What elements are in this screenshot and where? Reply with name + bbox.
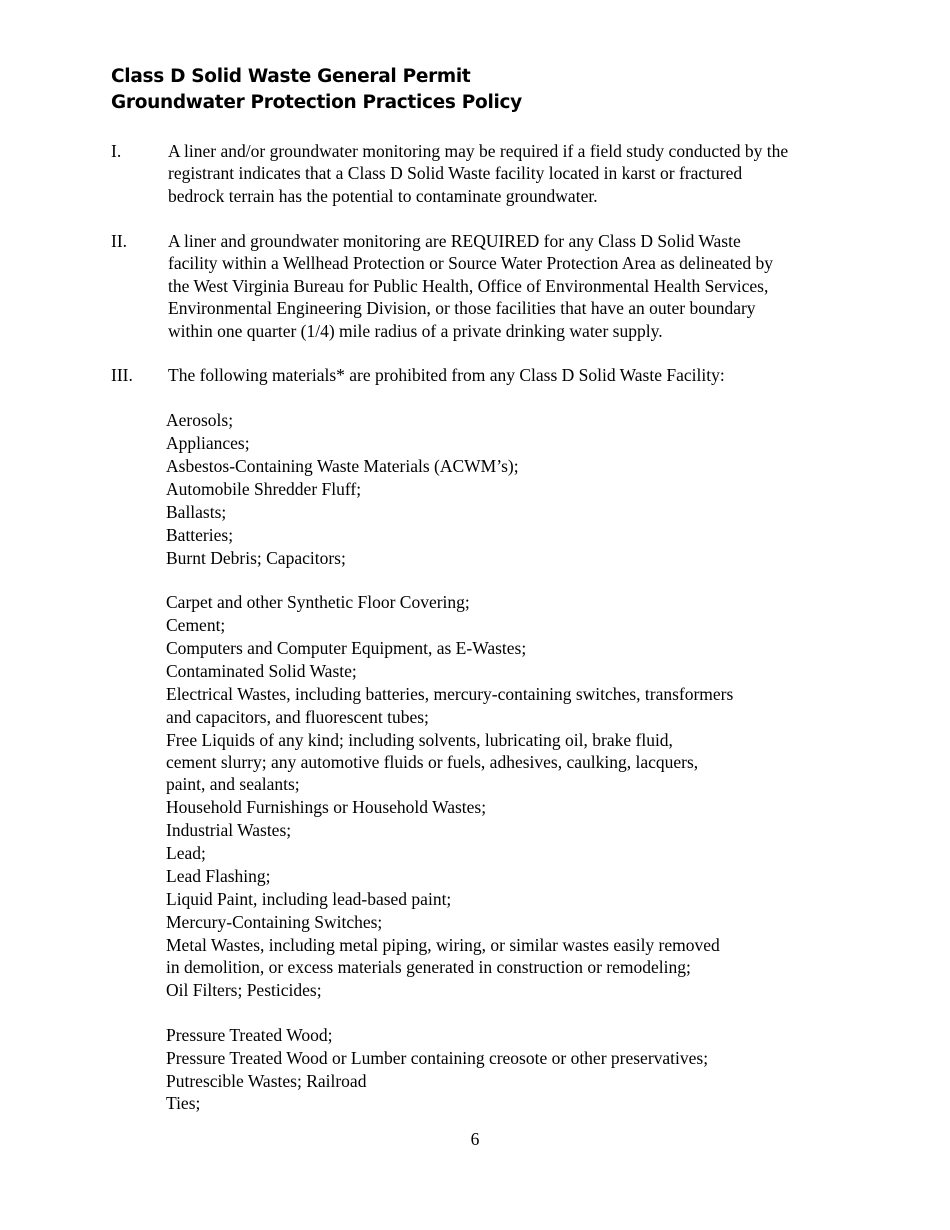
material-list-item: paint, and sealants;: [166, 774, 300, 794]
section-1-line: registrant indicates that a Class D Solid Waste facility located in karst or fractured: [168, 163, 743, 184]
material-list-item: cement slurry; any automotive fluids or fuels, adhesives, caulking, lacquers,: [166, 752, 699, 772]
material-list-item: Lead;: [166, 843, 206, 863]
document-title-line-2: Groundwater Protection Practices Policy: [111, 92, 522, 113]
material-list-item: Carpet and other Synthetic Floor Covering;: [166, 592, 470, 612]
material-list-item: Pressure Treated Wood;: [166, 1025, 333, 1045]
material-list-item: Burnt Debris; Capacitors;: [166, 548, 346, 568]
material-list-item: Industrial Wastes;: [166, 820, 292, 840]
material-list-item: in demolition, or excess materials generated in construction or remodeling;: [166, 957, 691, 977]
material-list-item: Lead Flashing;: [166, 866, 271, 886]
material-list-item: Automobile Shredder Fluff;: [166, 479, 362, 499]
material-list-item: Oil Filters; Pesticides;: [166, 980, 322, 1000]
section-numeral-1: I.: [111, 141, 122, 161]
material-list-item: Electrical Wastes, including batteries, mercury-containing switches, transformers: [166, 684, 734, 704]
material-list-item: Ties;: [166, 1093, 201, 1113]
page-number: 6: [470, 1129, 480, 1149]
material-list-item: and capacitors, and fluorescent tubes;: [166, 707, 429, 727]
section-2-line: the West Virginia Bureau for Public Health, Office of Environmental Health Services,: [168, 275, 769, 296]
section-2-paragraph: [168, 230, 773, 342]
material-list-item: Aerosols;: [166, 410, 234, 430]
section-1-line: bedrock terrain has the potential to contaminate groundwater.: [168, 185, 598, 206]
material-list-item: Metal Wastes, including metal piping, wiring, or similar wastes easily removed: [166, 935, 720, 955]
section-2-line: facility within a Wellhead Protection or Source Water Protection Area as delineated by: [168, 253, 773, 274]
section-1-paragraph: [168, 140, 788, 207]
material-list-item: Appliances;: [166, 433, 250, 453]
material-list-item: Asbestos-Containing Waste Materials (ACWM’s);: [166, 456, 519, 476]
material-list-item: Computers and Computer Equipment, as E-Wastes;: [166, 638, 527, 658]
material-list-item: Household Furnishings or Household Wastes;: [166, 797, 487, 817]
section-2-line: within one quarter (1/4) mile radius of a private drinking water supply.: [168, 320, 663, 341]
section-numeral-2: II.: [111, 231, 128, 251]
section-2-line: A liner and groundwater monitoring are REQUIRED for any Class D Solid Waste: [168, 231, 741, 251]
material-list-item: Liquid Paint, including lead-based paint;: [166, 889, 452, 909]
section-3-line: The following materials* are prohibited from any Class D Solid Waste Facility:: [168, 365, 725, 385]
material-list-item: Contaminated Solid Waste;: [166, 661, 357, 681]
section-1-line: A liner and/or groundwater monitoring may be required if a field study conducted by the: [168, 141, 789, 161]
section-numeral-3: III.: [111, 365, 133, 385]
material-list-item: Putrescible Wastes; Railroad: [166, 1071, 367, 1091]
material-list-item: Pressure Treated Wood or Lumber containing creosote or other preservatives;: [166, 1048, 709, 1068]
section-3-paragraph: [168, 364, 725, 386]
material-list-item: Free Liquids of any kind; including solvents, lubricating oil, brake fluid,: [166, 730, 673, 750]
material-list-item: Mercury-Containing Switches;: [166, 912, 383, 932]
document-title-line-1: Class D Solid Waste General Permit: [111, 66, 471, 87]
material-list-item: Batteries;: [166, 525, 234, 545]
material-list-item: Ballasts;: [166, 502, 227, 522]
material-list-item: Cement;: [166, 615, 226, 635]
section-2-line: Environmental Engineering Division, or those facilities that have an outer boundary: [168, 298, 756, 319]
